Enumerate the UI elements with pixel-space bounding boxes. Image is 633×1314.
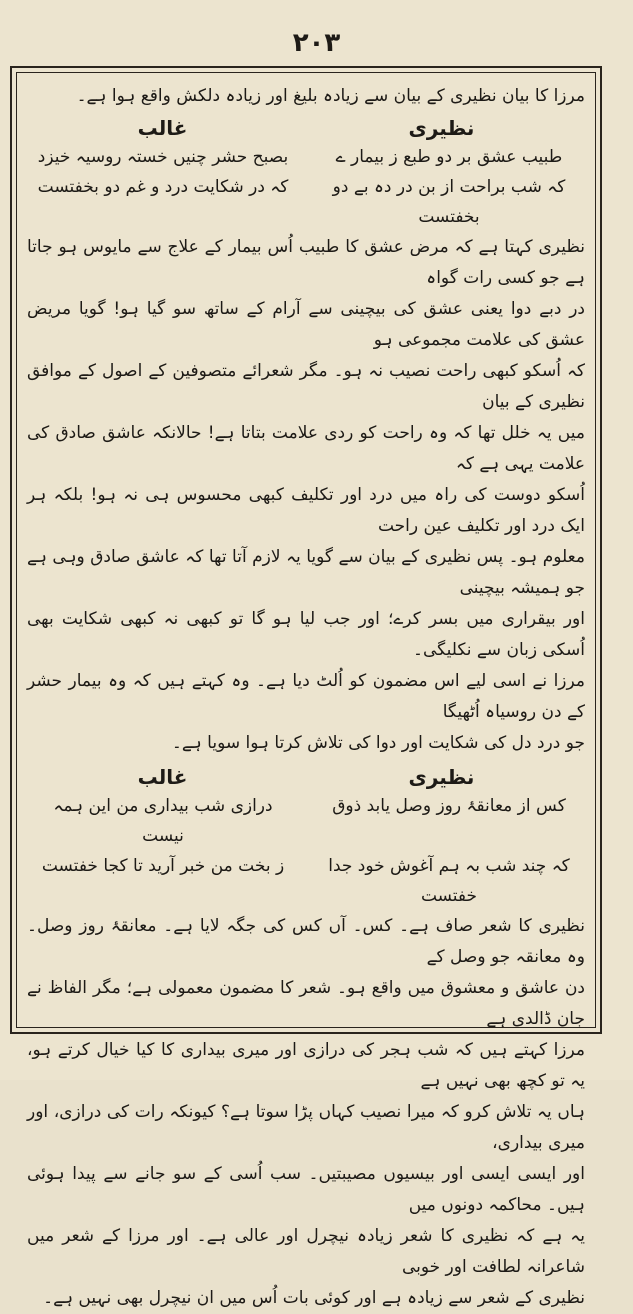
text-line: مرزا نے اسی لیے اس مضمون کو اُلٹ دیا ہے۔ وہ کہتے ہیں کہ وہ بیمار حشر کے دن روسیاہ اُٹھیگا: [27, 671, 585, 722]
couplet-1-line-1: [27, 142, 585, 172]
text-line: نظیری کہتا ہے کہ مرض عشق کا طبیب اُس بیمار کے علاج سے مایوس ہو جاتا ہے جو کسی رات گواہ: [27, 237, 585, 288]
paragraph-1: [27, 232, 585, 759]
text-frame-outer: [10, 66, 602, 1308]
ghalib-verse: بصبح حشر چنیں خستہ روسیہ خیزد: [37, 147, 289, 167]
poet-headings-1: [27, 114, 585, 142]
text-line: معلوم ہو۔ پس نظیری کے بیان سے گویا یہ لازم آتا تھا کہ عاشق صادق وہی ہے جو ہمیشہ بیچینی: [27, 547, 585, 598]
heading-naziri: نظیری: [408, 116, 475, 140]
text-line: اور بیقراری میں بسر کرے؛ اور جب لیا ہو گا تو کبھی نہ کبھی شکایت بھی اُسکی زبان سے نکلیگی۔: [27, 609, 585, 660]
ghalib-verse: کہ در شکایت درد و غم دو بخفتست: [37, 177, 289, 197]
naziri-verse: کہ شب براحت از بن در دہ بے دو بخفتست: [332, 177, 566, 227]
text-frame: [16, 72, 596, 1308]
text-line: اُسکو دوست کی راہ میں درد اور تکلیف کبھی محسوس ہی نہ ہو! بلکہ ہر ایک درد اور تکلیف عین راحت: [27, 485, 585, 536]
heading-ghalib: غالب: [137, 116, 188, 140]
text-line: جو درد دل کی شکایت اور دوا کی تلاش کرتا ہوا سویا ہے۔: [171, 733, 585, 753]
text-line: ہاں یہ تلاش کرو کہ میرا نصیب کہاں پڑا سوتا ہے؟ کیونکہ رات کی درازی، اور میری بیداری،: [27, 1102, 585, 1153]
text-line: دن عاشق و معشوق میں واقع ہو۔ شعر کا مضمون معمولی ہے؛ مگر الفاظ نے جان ڈالدی ہے: [27, 978, 585, 1029]
text-line: نظیری کا شعر صاف ہے۔ کس۔ آں کس کی جگہ لایا ہے۔ معانقۂ روز وصل۔ وہ معانقہ جو وصل کے: [27, 916, 585, 967]
text-line: یہ ہے کہ نظیری کا شعر زیادہ نیچرل اور عالی ہے۔ اور مرزا کے شعر میں شاعرانہ لطافت اور خوبی: [27, 1226, 585, 1277]
intro-line: مرزا کا بیان نظیری کے بیان سے زیادہ بلیغ اور زیادہ دلکش واقع ہوا ہے۔: [76, 86, 585, 106]
page-number: ۲۰۳: [292, 28, 341, 58]
text-line: کہ اُسکو کبھی راحت نصیب نہ ہو۔ مگر شعرائے متصوفین کے اصول کے موافق نظیری کے بیان: [27, 361, 585, 412]
naziri-verse: کس از معانقۂ روز وصل یابد ذوق: [332, 796, 566, 816]
text-line: مرزا کہتے ہیں کہ شب ہجر کی درازی اور میری بیداری کا کیا خیال کرتے ہو، یہ تو کچھ بھی نہیں ہے: [27, 1040, 585, 1091]
text-line: میں یہ خلل تھا کہ وہ راحت کو ردی علامت بتاتا ہے! حالانکہ عاشق صادق کی علامت یہی ہے کہ: [27, 423, 585, 474]
paragraph-2: [27, 911, 585, 1314]
couplet-2-line-2: [27, 851, 585, 911]
text-line: در دبے دوا یعنی عشق کی بیچینی سے آرام کے ساتھ سو گیا ہو! گویا مریض عشق کی علامت مجموعی ہو: [27, 299, 585, 350]
naziri-verse: کہ چند شب بہ ہم آغوش خود جدا خفتست: [328, 856, 570, 906]
couplet-1-line-2: [27, 172, 585, 232]
couplet-2-line-1: [27, 791, 585, 851]
text-line: نظیری کے شعر سے زیادہ ہے اور کوئی بات اُس میں ان نیچرل بھی نہیں ہے۔: [43, 1288, 585, 1308]
heading-ghalib: غالب: [137, 765, 188, 789]
ghalib-verse: درازی شب بیداری من این ہمہ نیست: [53, 796, 273, 846]
heading-naziri: نظیری: [408, 765, 475, 789]
poet-headings-2: [27, 763, 585, 791]
naziri-verse: طبیب عشق بر دو طبع ز بیمار ے: [335, 147, 563, 167]
ghalib-verse: ز بخت من خبر آرید تا کجا خفتست: [41, 856, 285, 876]
text-line: اور ایسی ایسی اور بیسیوں مصیبتیں۔ سب اُسی کے سو جانے سے پیدا ہوئی ہیں۔ محاکمہ دونوں میں: [27, 1164, 585, 1215]
